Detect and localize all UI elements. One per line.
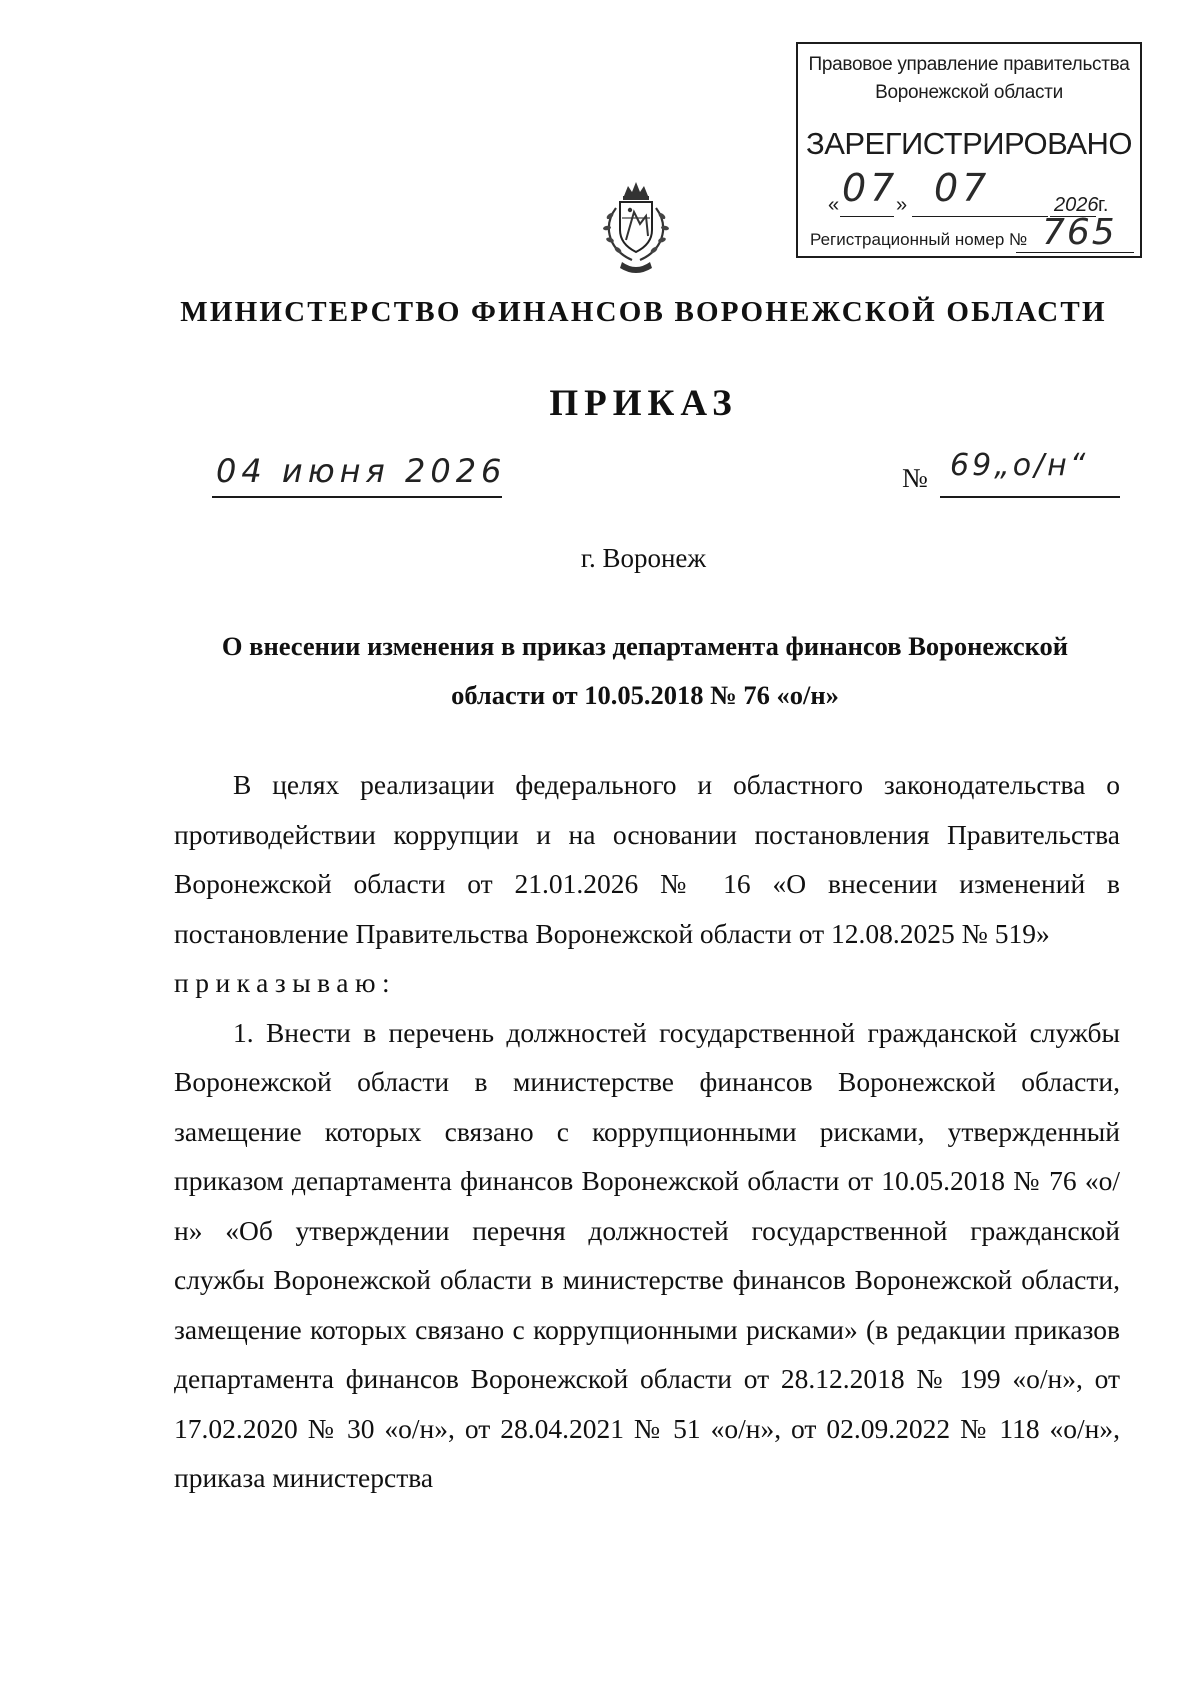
stamp-date-day: 07 xyxy=(842,166,899,210)
preamble-paragraph: В целях реализации федерального и областного законодательства о противодействии коррупции и на основании постановления Правительства Воронежской области от 21.01.2026 № 16 «О внесении изменений в постановление Правительства Воронежской области от 12.08.2025 № 519» xyxy=(174,769,1120,949)
item-1-paragraph: 1. Внести в перечень должностей государственной гражданской службы Воронежской области в министерстве финансов Воронежской области, замещение которых связано с коррупционными рисками, утвержденный приказом департамента финансов Воронежской области от 10.05.2018 № 76 «о/н» «Об утверждении перечня должностей государственной гражданской службы Воронежской области в министерстве финансов Воронежской области, замещение которых связано с коррупционными рисками» (в редакции приказов департамента финансов Воронежской области от 28.12.2018 № 199 «о/н», от 17.02.2020 № 30 «о/н», от 28.04.2021 № 51 «о/н», от 02.09.2022 № 118 «о/н», приказа министерства xyxy=(174,1016,1120,1493)
stamp-status: ЗАРЕГИСТРИРОВАНО xyxy=(805,126,1132,161)
stamp-date-month: 07 xyxy=(934,166,991,210)
stamp-day-underline xyxy=(840,216,894,217)
stamp-close-quote: » xyxy=(896,194,908,216)
stamp-reg-underline xyxy=(1016,252,1134,253)
order-number-underline xyxy=(940,496,1120,498)
document-title: О внесении изменения в приказ департамента финансов Воронежской области от 10.05.2018 № 76 «о/н» xyxy=(221,631,1069,710)
stamp-month-underline xyxy=(912,216,1048,217)
stamp-reg-number: 765 xyxy=(1042,212,1117,253)
order-number-prefix: № xyxy=(902,463,928,493)
stamp-authority-line1: Правовое управление правительства xyxy=(808,54,1130,75)
document-type: ПРИКАЗ xyxy=(549,383,738,424)
stamp-open-quote: « xyxy=(828,194,840,216)
registration-stamp xyxy=(796,42,1142,258)
document-body xyxy=(174,760,1120,1503)
stamp-authority-line2: Воронежской области xyxy=(875,82,1063,103)
city: г. Воронеж xyxy=(580,543,707,573)
stamp-reg-label: Регистрационный номер № xyxy=(810,230,1028,249)
order-date-handwritten: 04 июня 2026 xyxy=(216,452,507,490)
order-date-underline xyxy=(212,496,502,498)
order-number-handwritten: 69„о/н“ xyxy=(950,448,1089,483)
voronezh-coat-of-arms-icon xyxy=(586,178,686,278)
stamp-date-year: 2026 xyxy=(1054,194,1099,216)
stamp-registration-number xyxy=(810,212,1134,253)
stamp-date-year-suffix: г. xyxy=(1098,194,1109,216)
ministry-name: МИНИСТЕРСТВО ФИНАНСОВ ВОРОНЕЖСКОЙ ОБЛАСТИ xyxy=(180,296,1107,328)
order-word: приказываю: xyxy=(174,967,397,998)
